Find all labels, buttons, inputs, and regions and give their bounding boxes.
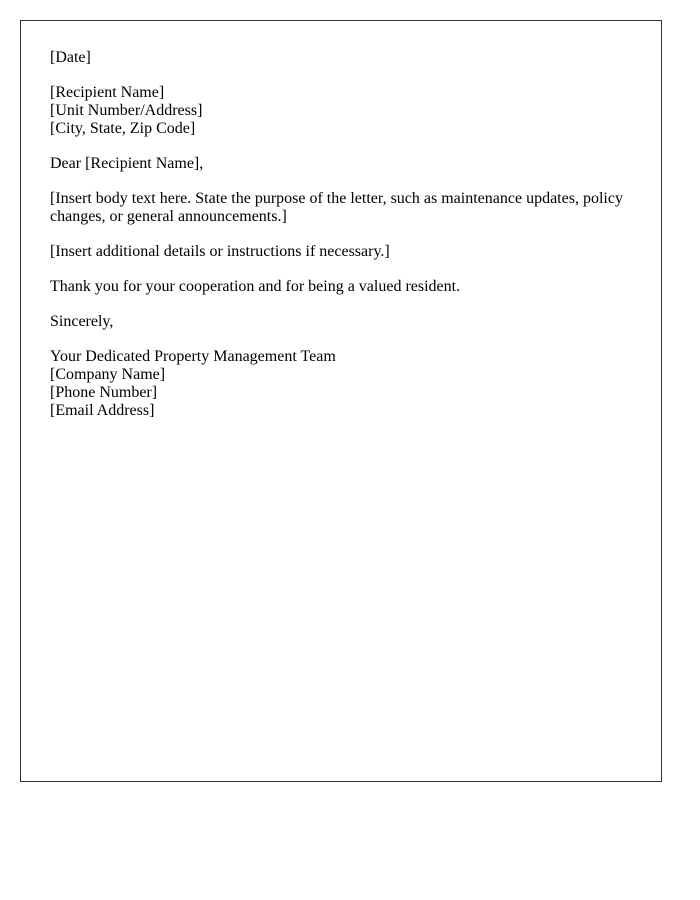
letter-page — [20, 20, 662, 782]
closing: Sincerely, — [50, 313, 114, 330]
recipient-address: [Unit Number/Address] — [50, 102, 203, 119]
signature-company: [Company Name] — [50, 366, 166, 383]
recipient-name: [Recipient Name] — [50, 84, 165, 101]
additional-paragraph: [Insert additional details or instructions if necessary.] — [50, 243, 390, 260]
recipient-city: [City, State, Zip Code] — [50, 120, 196, 137]
salutation: Dear [Recipient Name], — [50, 155, 204, 172]
signature-block — [50, 348, 632, 420]
signature-email: [Email Address] — [50, 402, 155, 419]
thanks-paragraph: Thank you for your cooperation and for being a valued resident. — [50, 278, 461, 295]
date: [Date] — [50, 49, 91, 66]
recipient-block — [50, 84, 632, 138]
signature-team: Your Dedicated Property Management Team — [50, 348, 336, 365]
body-paragraph: [Insert body text here. State the purpose of the letter, such as maintenance updates, policy changes, or general announcements.] — [50, 190, 623, 225]
signature-phone: [Phone Number] — [50, 384, 158, 401]
